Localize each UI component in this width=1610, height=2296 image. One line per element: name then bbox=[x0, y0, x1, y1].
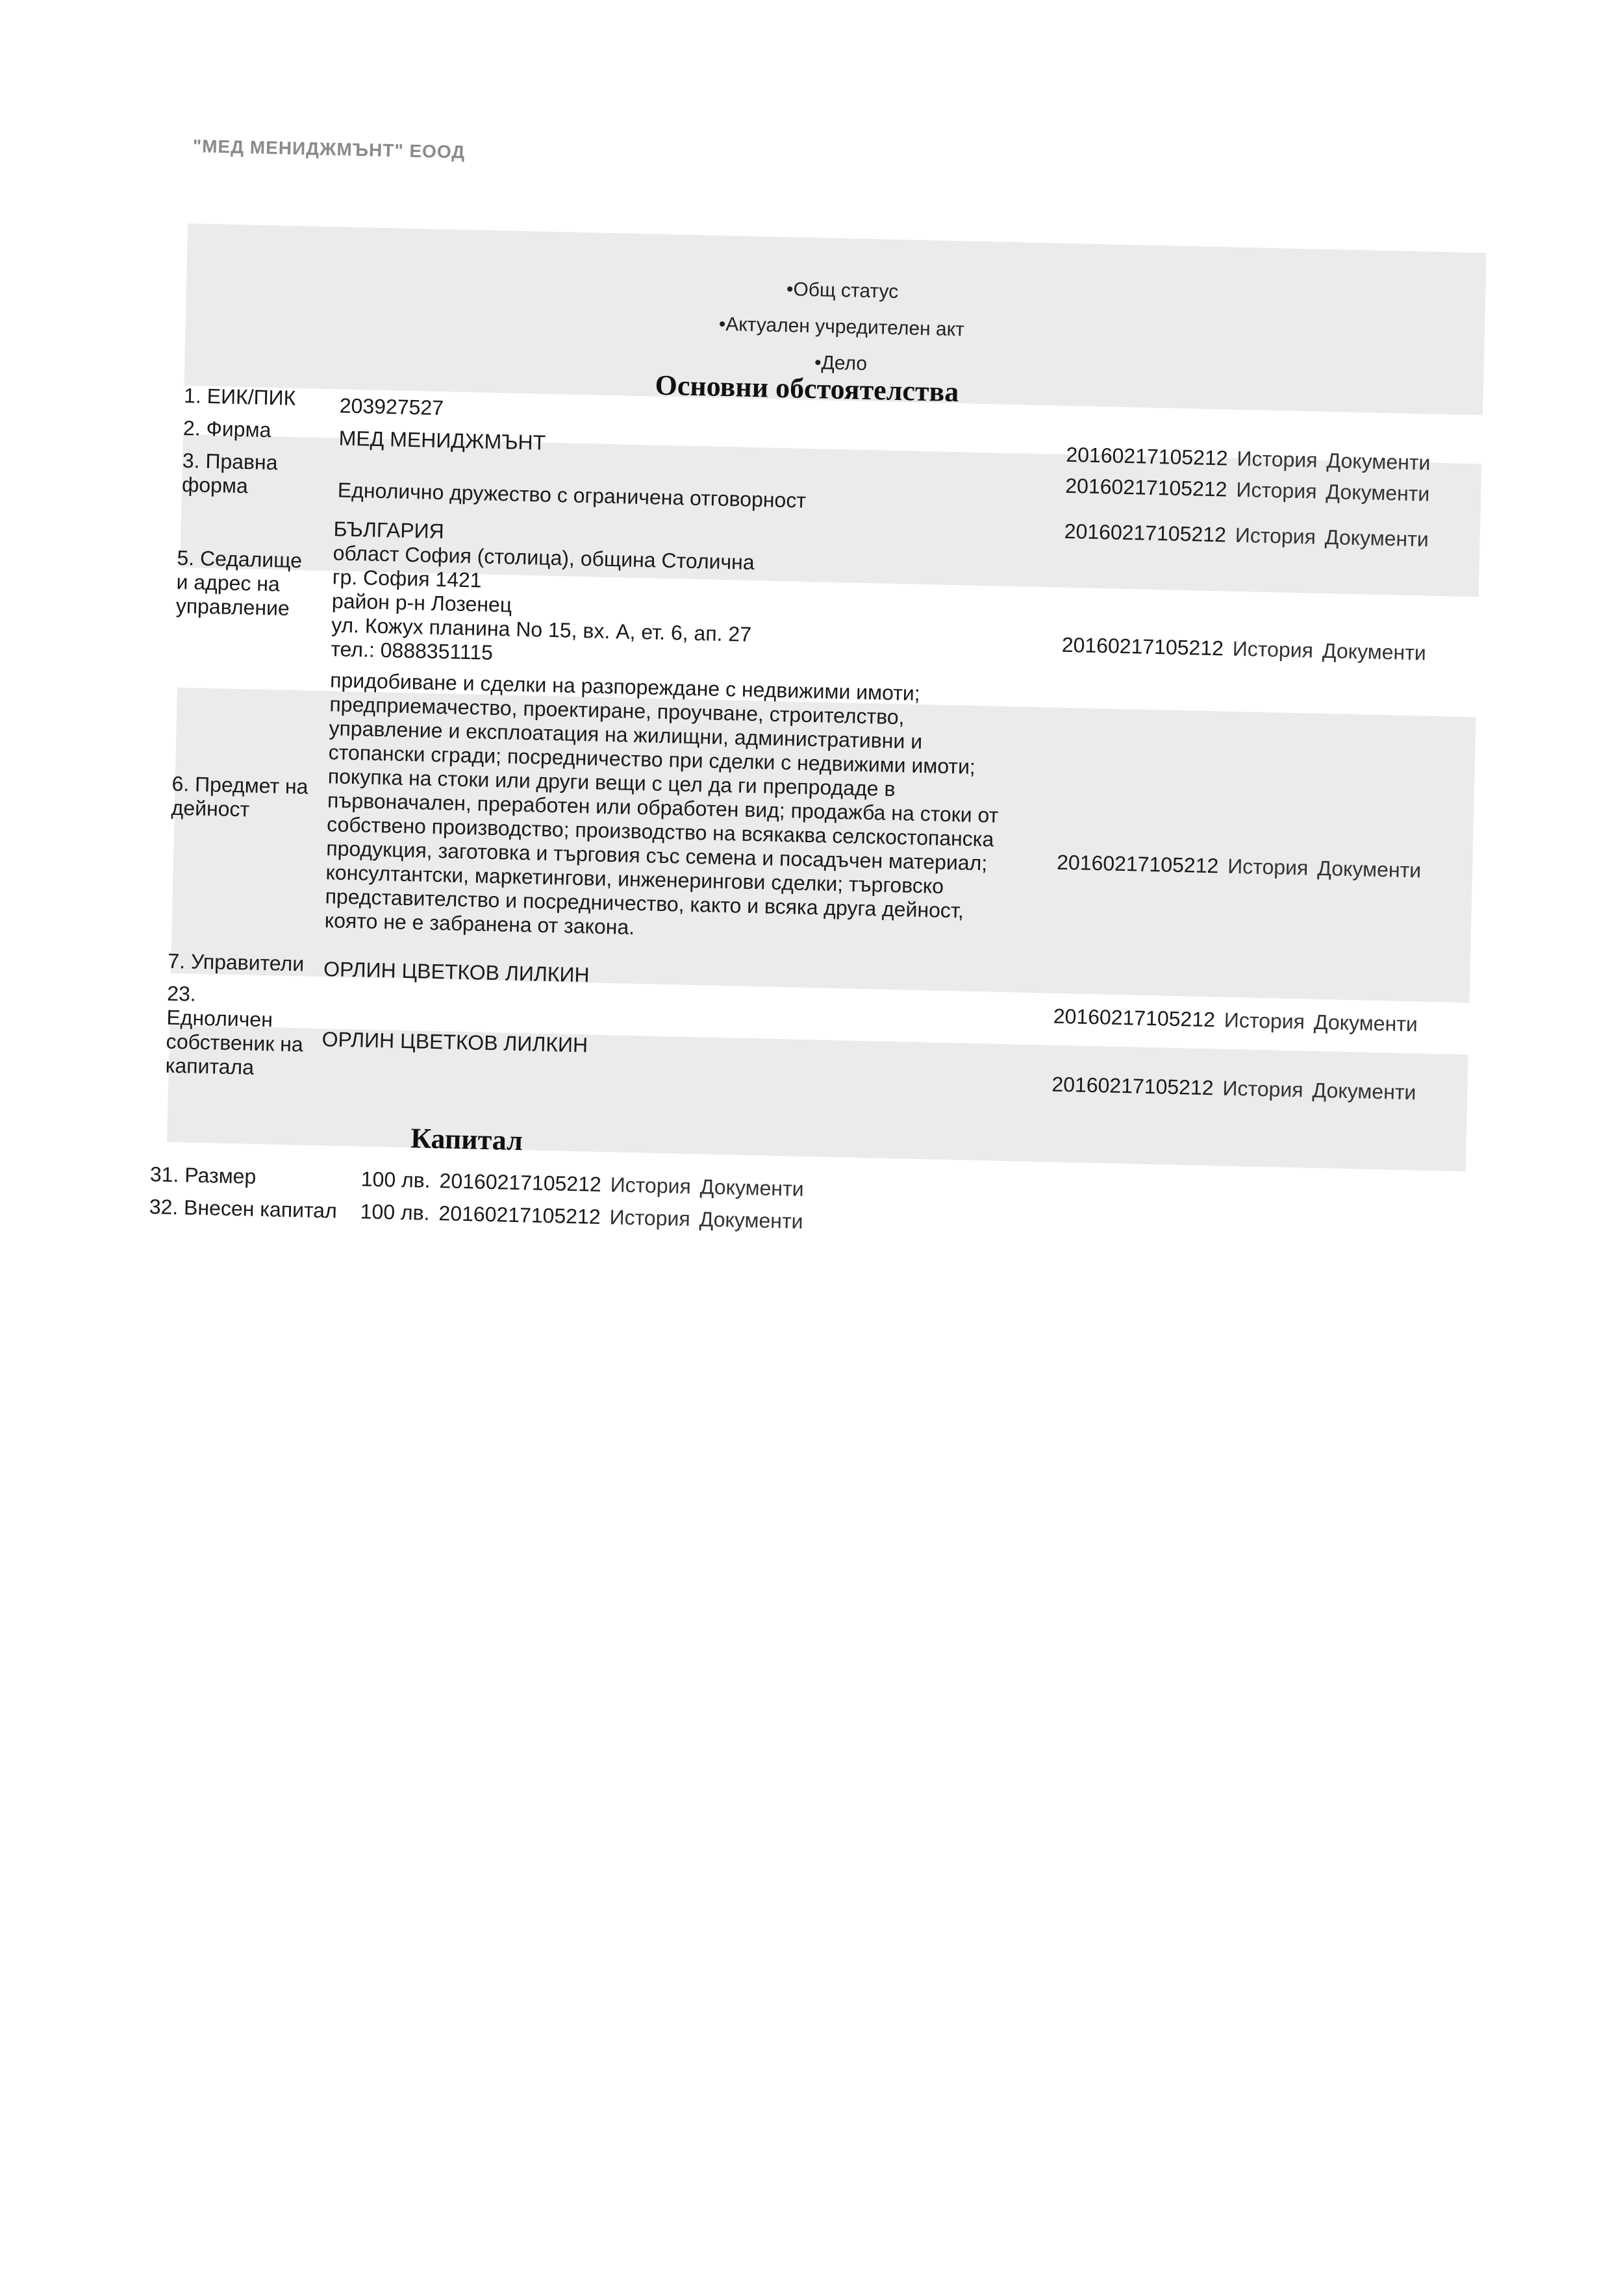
row-label-eik: 1. ЕИК/ПИК bbox=[183, 384, 296, 410]
row-label-sole-owner: 23. Едноличен собственик на капитала bbox=[165, 981, 304, 1079]
documents-link[interactable]: Документи bbox=[1312, 1078, 1416, 1104]
documents-link[interactable]: Документи bbox=[699, 1175, 805, 1201]
history-link[interactable]: История bbox=[1224, 1008, 1305, 1034]
history-link[interactable]: История bbox=[609, 1205, 691, 1231]
nav-link-founding-act[interactable]: • Актуален учредителен акт bbox=[659, 305, 1024, 350]
company-header: "МЕД МЕНИДЖМЪНТ" ЕООД bbox=[192, 136, 466, 162]
row-label-firm: 2. Фирма bbox=[182, 416, 271, 442]
row-links-managers bbox=[1053, 1004, 1418, 1037]
history-link[interactable]: История bbox=[1235, 523, 1316, 549]
row-links-seat-secondary bbox=[1061, 633, 1426, 666]
row-label-activity: 6. Предмет на дейност bbox=[171, 771, 308, 821]
section-title-main: Основни обстоятелства bbox=[655, 369, 959, 408]
capital-row-size-label: 31. Размер bbox=[149, 1162, 257, 1188]
documents-link[interactable]: Документи bbox=[1322, 638, 1427, 665]
row-label-legal-form: 3. Правна форма bbox=[181, 449, 278, 498]
documents-link[interactable]: Документи bbox=[1313, 1010, 1418, 1036]
entry-date: 20160217105212 bbox=[1051, 1072, 1214, 1100]
history-link[interactable]: История bbox=[1232, 636, 1314, 662]
row-value-sole-owner: ОРЛИН ЦВЕТКОВ ЛИЛКИН bbox=[321, 1027, 588, 1057]
entry-date: 20160217105212 bbox=[1066, 442, 1228, 470]
nav-link-general-status[interactable]: • Общ статус bbox=[660, 269, 1025, 314]
capital-size-value: 100 лв. bbox=[360, 1167, 431, 1192]
history-link[interactable]: История bbox=[610, 1173, 692, 1199]
capital-row-paid bbox=[360, 1200, 803, 1234]
documents-link[interactable]: Документи bbox=[1326, 448, 1431, 475]
entry-date: 20160217105212 bbox=[1056, 850, 1219, 878]
documents-link[interactable]: Документи bbox=[1324, 525, 1429, 551]
history-link[interactable]: История bbox=[1236, 477, 1317, 503]
history-link[interactable]: История bbox=[1227, 854, 1309, 880]
capital-row-size bbox=[360, 1167, 804, 1201]
entry-date: 20160217105212 bbox=[1064, 519, 1227, 547]
documents-link[interactable]: Документи bbox=[1316, 856, 1422, 882]
row-value-legal-form: Еднолично дружество с ограничена отговорност bbox=[337, 478, 807, 512]
capital-paid-value: 100 лв. bbox=[360, 1199, 430, 1225]
history-link[interactable]: История bbox=[1237, 446, 1318, 472]
section-title-capital: Капитал bbox=[410, 1122, 523, 1157]
row-label-managers: 7. Управители bbox=[168, 949, 305, 976]
row-value-activity: придобиване и сделки на разпореждане с недвижими имоти; предприемачество, проектиране, проучване, строителство, управление и експлоатация на жилищни, административни и стопански сгради; посредничество при сделки с недвижими имоти; покупка на стоки или други вещи с цел да ги препродаде в първоначален, преработен или обработен вид; продажба на стоки от собствено производство; производство на всякаква селскостопанска продукция, заготовка и търговия със семена и посадъчен материал; консултантски, маркетингови, инженерингови сделки; търговско представителство и посредничество, както и всяка друга дейност, която не е забранена от закона. bbox=[324, 668, 999, 939]
row-value-seat: БЪЛГАРИЯ област София (столица), община Столична гр. София 1421 район р-н Лозенец ул. Кожух планина No 15, вх. А, ет. 6, ап. 27 тел.: 0888351115 bbox=[330, 517, 755, 664]
row-value-firm: МЕД МЕНИДЖМЪНТ bbox=[338, 426, 546, 455]
entry-date: 20160217105212 bbox=[439, 1169, 602, 1196]
documents-link[interactable]: Документи bbox=[1326, 479, 1430, 506]
status-nav bbox=[659, 269, 1025, 386]
entry-date: 20160217105212 bbox=[1053, 1004, 1216, 1032]
documents-link[interactable]: Документи bbox=[699, 1207, 803, 1233]
entry-date: 20160217105212 bbox=[1064, 473, 1227, 501]
entry-date: 20160217105212 bbox=[438, 1201, 601, 1229]
row-value-managers: ОРЛИН ЦВЕТКОВ ЛИЛКИН bbox=[323, 957, 590, 987]
history-link[interactable]: История bbox=[1222, 1076, 1304, 1102]
row-value-eik: 203927527 bbox=[339, 393, 444, 420]
row-label-seat: 5. Седалище и адрес на управление bbox=[175, 545, 303, 620]
nav-link-case[interactable]: • Дело bbox=[659, 342, 1023, 386]
capital-row-paid-label: 32. Внесен капитал bbox=[149, 1195, 338, 1223]
entry-date: 20160217105212 bbox=[1061, 632, 1224, 660]
